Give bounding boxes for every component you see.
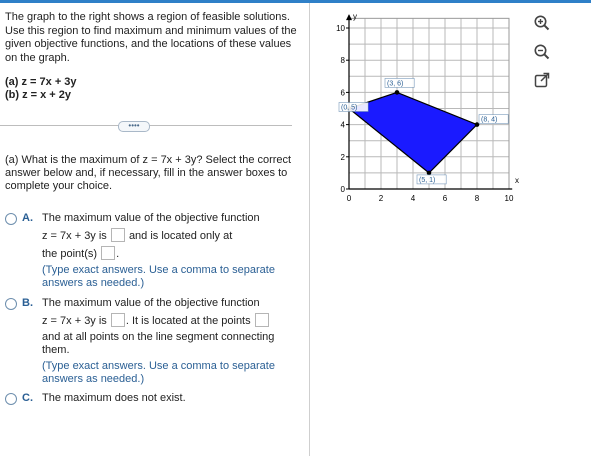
- y-tick-label: 6: [340, 88, 345, 98]
- option-c-letter: C.: [22, 392, 33, 404]
- part-b: (b) z = x + 2y: [5, 88, 72, 101]
- x-tick-label: 0: [346, 194, 352, 203]
- option-b-line3: and at all points on the line segment connecting them.: [42, 331, 275, 356]
- option-a-line3: the point(s): [42, 248, 98, 260]
- point-label: (0, 5): [341, 104, 358, 112]
- y-tick-label: 8: [340, 56, 345, 66]
- vertex-point: [427, 171, 432, 176]
- expand-button[interactable]: ••••: [118, 121, 150, 132]
- x-tick-label: 10: [504, 194, 514, 203]
- vertex-point: [395, 90, 400, 95]
- x-tick-label: 2: [378, 194, 384, 203]
- option-a[interactable]: [5, 212, 297, 292]
- x-tick-label: 4: [410, 194, 416, 203]
- option-c-text: The maximum does not exist.: [42, 392, 186, 404]
- y-axis-arrow: [346, 14, 352, 20]
- graph-panel: [310, 3, 591, 456]
- option-b-line1: The maximum value of the objective function: [42, 297, 260, 309]
- point-label: (5, 1): [419, 176, 436, 184]
- option-a-line1: The maximum value of the objective function: [42, 212, 260, 224]
- option-b[interactable]: [5, 297, 297, 387]
- x-tick-label: 8: [474, 194, 480, 203]
- zoom-in-icon[interactable]: [533, 14, 551, 32]
- y-tick-label: 0: [340, 185, 345, 194]
- option-a-points-box[interactable]: [101, 246, 115, 260]
- option-c-radio[interactable]: [5, 393, 17, 405]
- option-b-value-box[interactable]: [111, 313, 125, 327]
- x-tick-label: 6: [442, 194, 448, 203]
- intro-text: The graph to the right shows a region of feasible solutions. Use this region to find maximum and minimum values of the given objective functions, and the locations of these values on the graph.: [5, 11, 297, 64]
- option-b-radio[interactable]: [5, 298, 17, 310]
- zoom-out-icon[interactable]: [533, 43, 551, 61]
- vertex-point: [475, 122, 480, 127]
- y-tick-label: 4: [340, 120, 345, 130]
- option-b-note: (Type exact answers. Use a comma to separate answers as needed.): [42, 360, 275, 385]
- y-tick-label: 10: [336, 24, 345, 33]
- option-a-radio[interactable]: [5, 213, 17, 225]
- y-axis-label: y: [353, 12, 357, 22]
- x-axis-label: x: [515, 176, 519, 185]
- point-label: (8, 4): [481, 116, 498, 124]
- option-a-period: .: [116, 248, 120, 260]
- point-label: (3, 6): [387, 80, 404, 88]
- option-a-value-box[interactable]: [111, 228, 125, 242]
- question-text: (a) What is the maximum of z = 7x + 3y? Select the correct answer below and, if necessary, fill in the answer boxes to complete your choice.: [5, 154, 292, 192]
- part-a: (a) z = 7x + 3y: [5, 76, 77, 88]
- option-a-note: (Type exact answers. Use a comma to separate answers as needed.): [42, 264, 275, 289]
- option-b-points-box[interactable]: [255, 313, 269, 327]
- y-tick-label: 2: [340, 152, 345, 162]
- popout-icon[interactable]: [533, 71, 551, 89]
- option-b-line2b: . It is located at the points: [125, 315, 251, 327]
- option-a-line2: z = 7x + 3y is: [42, 230, 107, 242]
- option-a-letter: A.: [22, 212, 33, 224]
- option-c[interactable]: [5, 392, 297, 408]
- objective-functions: [5, 76, 77, 101]
- question-panel: [0, 3, 309, 456]
- option-b-line2: z = 7x + 3y is: [42, 315, 107, 327]
- option-b-letter: B.: [22, 297, 33, 309]
- option-a-line2b: and is located only at: [128, 230, 233, 242]
